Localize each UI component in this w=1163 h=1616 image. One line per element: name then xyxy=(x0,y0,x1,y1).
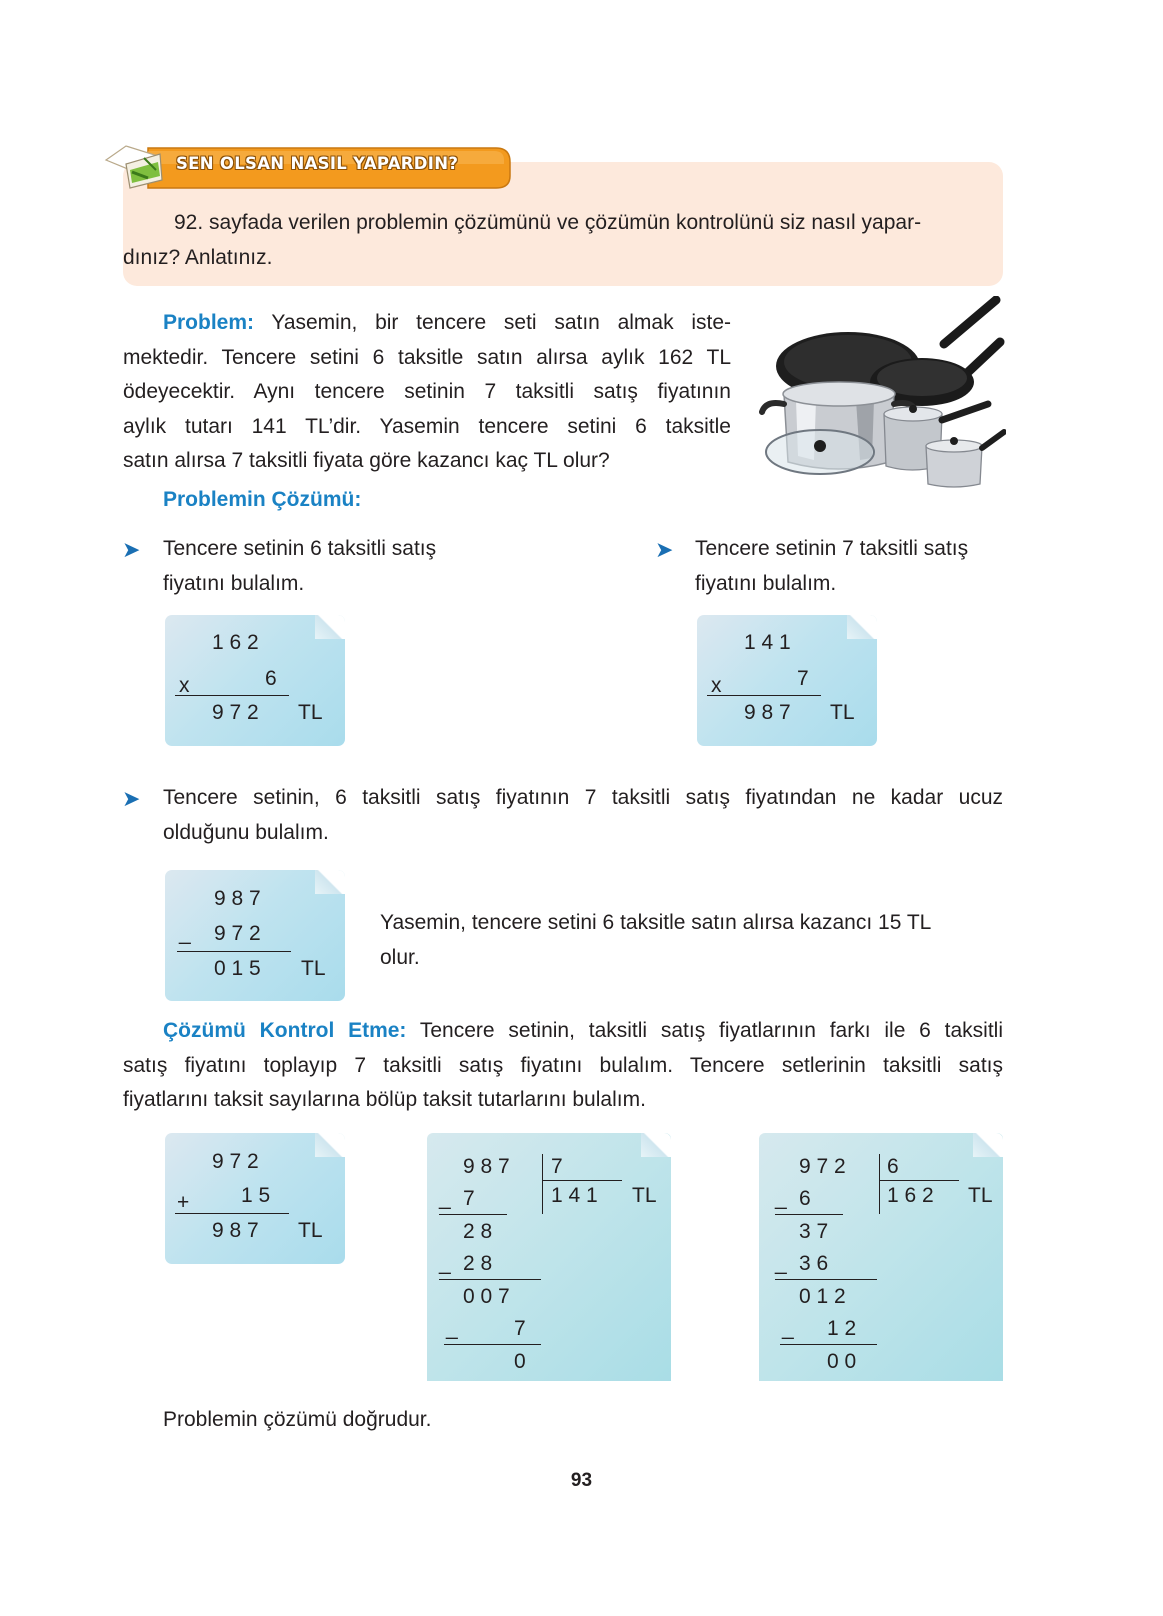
page-number: 93 xyxy=(570,1470,593,1491)
calc-top: 1 4 1 xyxy=(744,631,791,654)
calc-operator: _ xyxy=(179,922,191,945)
calc-step-1: 7 xyxy=(463,1187,475,1210)
step-right xyxy=(695,532,968,601)
calc-division-1 xyxy=(427,1133,671,1381)
calc-rule xyxy=(177,951,291,952)
calc-divisor: 6 xyxy=(887,1155,899,1178)
calc-minus: _ xyxy=(775,1252,787,1275)
division-rule xyxy=(879,1180,959,1181)
page-curl xyxy=(315,1133,345,1157)
division-bar xyxy=(879,1154,880,1214)
arrow-bullet-icon: ➤ xyxy=(122,786,141,811)
check-line-1: Tencere setinin, taksitli satış fiyatlarının farkı ile 6 taksitli xyxy=(419,1019,1004,1042)
calc-operator: x xyxy=(711,674,722,697)
calc-rule xyxy=(439,1279,541,1280)
calc-minus: _ xyxy=(439,1252,451,1275)
calc-result: 0 1 5 xyxy=(214,957,261,980)
calc-division-2 xyxy=(759,1133,1003,1381)
calc-rule xyxy=(444,1344,541,1345)
arrow-bullet-icon: ➤ xyxy=(122,537,141,562)
calc-step-3: 2 8 xyxy=(463,1252,493,1275)
calc-rule xyxy=(707,695,821,696)
calc-minus: _ xyxy=(782,1317,794,1340)
calc-step-4: 0 0 7 xyxy=(463,1285,510,1308)
page-curl xyxy=(315,870,345,894)
division-rule xyxy=(542,1180,622,1181)
page-curl xyxy=(641,1133,671,1157)
calc-unit: TL xyxy=(968,1184,993,1207)
calc-top: 9 7 2 xyxy=(212,1150,259,1173)
calc-multiplication-1 xyxy=(165,615,345,746)
division-bar xyxy=(542,1154,543,1214)
answer-line-2: olur. xyxy=(380,945,420,969)
calc-rule xyxy=(775,1214,843,1215)
step-difference xyxy=(163,781,1003,850)
calc-divisor: 7 xyxy=(551,1155,563,1178)
calc-dividend: 9 8 7 xyxy=(463,1155,510,1178)
step-diff-line-2: olduğunu bulalım. xyxy=(163,820,329,844)
answer-line-1: Yasemin, tencere setini 6 taksitle satın alırsa kazancı 15 TL xyxy=(380,911,932,934)
calc-unit: TL xyxy=(298,701,323,724)
calc-minus: _ xyxy=(446,1317,458,1340)
calc-step-6: 0 xyxy=(514,1350,526,1373)
page-curl xyxy=(315,615,345,639)
calc-dividend: 9 7 2 xyxy=(799,1155,846,1178)
calc-top: 9 8 7 xyxy=(214,887,261,910)
calc-operator: + xyxy=(177,1191,190,1214)
intro-line-1: 92. sayfada verilen problemin çözümünü ve çözümün kontrolünü siz nasıl yapar- xyxy=(174,211,922,234)
step-left-line-1: Tencere setinin 6 taksitli satış xyxy=(163,537,437,560)
calc-step-3: 3 6 xyxy=(799,1252,829,1275)
step-left-line-2: fiyatını bulalım. xyxy=(163,571,305,595)
calc-subtrahend: 9 7 2 xyxy=(214,922,261,945)
calc-unit: TL xyxy=(298,1219,323,1242)
calc-step-1: 6 xyxy=(799,1187,811,1210)
problem-line-2: mektedir. Tencere setini 6 taksitle satın alırsa aylık 162 TL xyxy=(123,345,731,369)
calc-rule xyxy=(175,695,289,696)
problem-line-3: ödeyecektir. Aynı tencere setinin 7 taksitli satış fiyatının xyxy=(123,380,731,403)
calc-addend: 1 5 xyxy=(241,1184,271,1207)
calc-subtraction xyxy=(165,870,345,1001)
calc-unit: TL xyxy=(632,1184,657,1207)
calc-multiplication-2 xyxy=(697,615,877,746)
calc-multiplier: 7 xyxy=(797,667,809,690)
problem-line-4: aylık tutarı 141 TL’dir. Yasemin tencere setini 6 taksitle xyxy=(123,414,731,438)
calc-step-2: 3 7 xyxy=(799,1220,829,1243)
calc-quotient: 1 4 1 xyxy=(551,1184,598,1207)
calc-quotient: 1 6 2 xyxy=(887,1184,934,1207)
calc-rule xyxy=(175,1213,289,1214)
intro-text xyxy=(123,206,1003,275)
calc-result: 9 8 7 xyxy=(212,1219,259,1242)
page-curl xyxy=(973,1133,1003,1157)
cookware-image xyxy=(756,296,1006,492)
page-curl xyxy=(847,615,877,639)
calc-step-6: 0 0 xyxy=(827,1350,857,1373)
problem-label: Problem: xyxy=(163,311,255,334)
calc-unit: TL xyxy=(301,957,326,980)
calc-step-4: 0 1 2 xyxy=(799,1285,846,1308)
check-paragraph xyxy=(123,1014,1003,1118)
book-icon xyxy=(100,140,170,192)
calc-multiplier: 6 xyxy=(265,667,277,690)
calc-rule xyxy=(775,1279,877,1280)
conclusion: Problemin çözümü doğrudur. xyxy=(163,1408,432,1431)
banner-title: SEN OLSAN NASIL YAPARDIN? xyxy=(176,154,459,173)
calc-result: 9 8 7 xyxy=(744,701,791,724)
problem-line-5: satın alırsa 7 taksitli fiyata göre kazancı kaç TL olur? xyxy=(123,449,610,472)
calc-step-5: 1 2 xyxy=(827,1317,857,1340)
calc-top: 1 6 2 xyxy=(212,631,259,654)
step-right-line-1: Tencere setinin 7 taksitli satış xyxy=(695,537,969,560)
check-line-3: fiyatlarını taksit sayılarına bölüp taksit tutarlarını bulalım. xyxy=(123,1088,646,1111)
answer xyxy=(380,906,1003,975)
calc-addition xyxy=(165,1133,345,1264)
step-left xyxy=(163,532,436,601)
check-line-2: satış fiyatını toplayıp 7 taksitli satış fiyatını bulalım. Tencere setlerinin taksitli satış xyxy=(123,1053,1003,1077)
check-label: Çözümü Kontrol Etme: xyxy=(163,1019,407,1042)
calc-unit: TL xyxy=(830,701,855,724)
calc-result: 9 7 2 xyxy=(212,701,259,724)
calc-rule xyxy=(780,1344,877,1345)
step-right-line-2: fiyatını bulalım. xyxy=(695,571,837,595)
problem-paragraph xyxy=(123,306,731,479)
calc-step-5: 7 xyxy=(514,1317,526,1340)
arrow-bullet-icon: ➤ xyxy=(655,537,674,562)
calc-rule xyxy=(439,1214,507,1215)
calc-step-2: 2 8 xyxy=(463,1220,493,1243)
banner xyxy=(100,140,512,192)
problem-line-1: Yasemin, bir tencere seti satın almak iste- xyxy=(271,311,731,334)
calc-minus: _ xyxy=(439,1187,451,1210)
step-diff-line-1: Tencere setinin, 6 taksitli satış fiyatının 7 taksitli satış fiyatından ne kadar ucuz xyxy=(163,786,1003,809)
solution-heading: Problemin Çözümü: xyxy=(163,488,362,511)
calc-operator: x xyxy=(179,674,190,697)
calc-minus: _ xyxy=(775,1187,787,1210)
intro-line-2: dınız? Anlatınız. xyxy=(123,245,273,269)
